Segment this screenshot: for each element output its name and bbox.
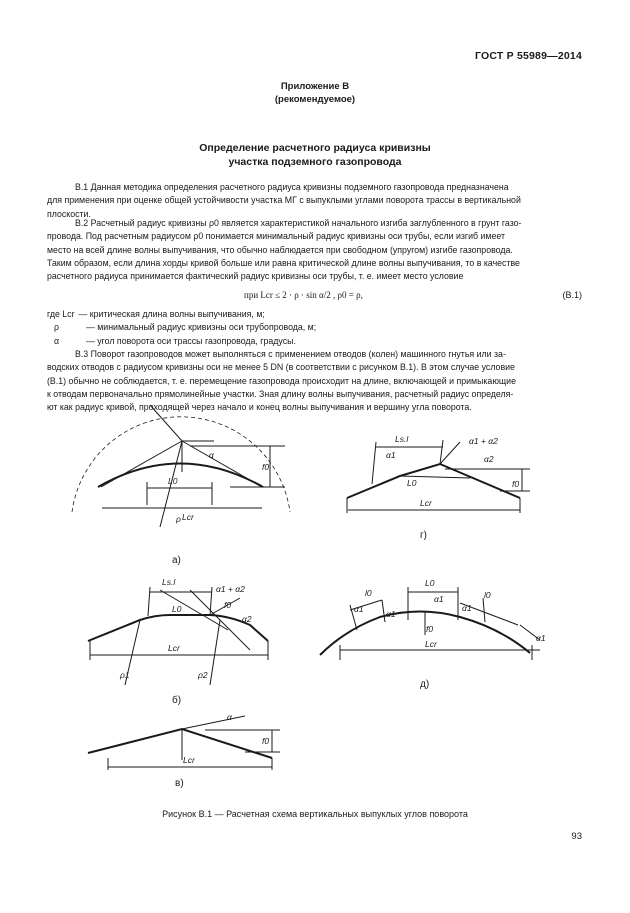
p2-line: место на всей длине волны выпучивания, что обычно наблюдается при свободном (упругом) изгибе газопровода. [47, 244, 513, 255]
label-alpha1: α1 [354, 604, 364, 614]
definition-text: — минимальный радиус кривизны оси трубопровода, м; [86, 322, 317, 333]
p2-line: Таким образом, если длина хорды кривой больше или равна критической длине волны выпучивания, то в качестве [47, 257, 520, 268]
label-alpha12: α1 + α2 [216, 584, 245, 594]
p1-line: В.1 Данная методика определения расчетного радиуса кривизны подземного газопровода предназначена [75, 182, 509, 192]
appendix-subtitle: (рекомендуемое) [274, 94, 356, 105]
section-title-line1: Определение расчетного радиуса кривизны [199, 142, 431, 154]
panel-label-v: в) [175, 778, 184, 789]
p3-line: к отводам первоначально прямолинейные участки. Зная длину волны выпучивания, расчетный радиус определя- [47, 388, 514, 399]
formula-b1: при Lcr ≤ 2 · ρ · sin α/2 , ρ0 = ρ, [244, 290, 363, 300]
label-l0: l0 [365, 588, 372, 598]
standard-header: ГОСТ Р 55989—2014 [474, 50, 582, 62]
p3-line: В.3 Поворот газопроводов может выполняться с применением отводов (колен) машинного гнутья или за- [75, 349, 506, 359]
label-f0: f0 [224, 600, 232, 610]
panel-label-b: б) [172, 695, 182, 706]
panel-label-g: г) [420, 530, 427, 541]
p1-line: плоскости. [47, 208, 91, 219]
label-alpha: α [209, 450, 214, 460]
label-alpha1: α1 [386, 450, 396, 460]
appendix-title: Приложение В [280, 81, 350, 92]
label-f0: f0 [262, 736, 270, 746]
p3-line: водских отводов с радиусом кривизны оси не менее 5 DN (в соответствии с рисунком В.1). В этом случае условие [47, 362, 515, 373]
page-number: 93 [571, 831, 582, 842]
label-L0: L0 [425, 578, 435, 588]
label-alpha1: α1 [536, 633, 546, 643]
label-alpha1: α1 [462, 603, 472, 613]
label-f0: f0 [262, 462, 270, 472]
label-Lcr: Lcr [168, 643, 180, 653]
p3-line: (В.1) обычно не соблюдается, т. е. перемещение газопровода происходит на длине, включающей и примыкающие [47, 375, 516, 386]
panel-g-diagram [347, 440, 530, 513]
formula-number: (В.1) [562, 290, 582, 300]
label-alpha: α [227, 712, 232, 722]
label-alpha2: α2 [242, 614, 252, 624]
panel-b-diagram [88, 587, 268, 685]
label-Lcr: Lcr [420, 498, 432, 508]
p2-line: провода. Под расчетным радиусом ρ0 понимается минимальный радиус кривизны оси трубы, если изгиб имеет [47, 231, 506, 242]
label-L0: L0 [168, 476, 178, 486]
panel-a-diagram [72, 405, 290, 527]
label-Lcr: Lcr [183, 755, 195, 765]
label-alpha1: α1 [386, 609, 396, 619]
panel-label-d: д) [420, 679, 430, 690]
label-rho: ρ [176, 514, 181, 524]
label-rho2: ρ2 [198, 670, 208, 680]
p1-line: для применения при оценке общей устойчивости участка МГ с выпуклыми углами поворота трассы в вертикальной [47, 195, 521, 206]
panel-label-a: а) [172, 555, 181, 566]
label-Lcr: Lcr [182, 512, 194, 522]
label-alpha2: α2 [484, 454, 494, 464]
definition-symbol: где Lcr [47, 309, 75, 319]
definition-symbol: ρ [54, 322, 60, 333]
p2-line: расчетного радиуса принимается фактический радиус кривизны оси трубы, т. е. имеет место условие [47, 271, 464, 282]
definition-symbol: α [54, 335, 60, 346]
p3-line: ют как радиус кривой, проходящей через начало и конец волны выпучивания и вершину угла поворота. [47, 402, 472, 413]
label-Lcr: Lcr [425, 639, 437, 649]
label-Lsl: Ls.l [162, 577, 176, 587]
definition-text: — угол поворота оси трассы газопровода, градусы. [86, 335, 296, 346]
label-alpha12: α1 + α2 [469, 436, 498, 446]
label-Lsl: Ls.l [395, 434, 409, 444]
label-alpha1: α1 [434, 594, 444, 604]
label-L0: L0 [407, 478, 417, 488]
label-rho1: ρ1 [120, 670, 130, 680]
p2-line: В.2 Расчетный радиус кривизны ρ0 является характеристикой начального изгиба заглубленного в грунт газо- [75, 218, 522, 228]
section-title-line2: участка подземного газопровода [228, 156, 402, 168]
label-f0: f0 [426, 624, 434, 634]
label-L0: L0 [172, 604, 182, 614]
figure-caption: Рисунок В.1 — Расчетная схема вертикальных выпуклых углов поворота [162, 809, 468, 819]
label-l0: l0 [484, 590, 491, 600]
definition-text: — критическая длина волны выпучивания, м; [78, 309, 265, 319]
label-f0: f0 [512, 479, 520, 489]
